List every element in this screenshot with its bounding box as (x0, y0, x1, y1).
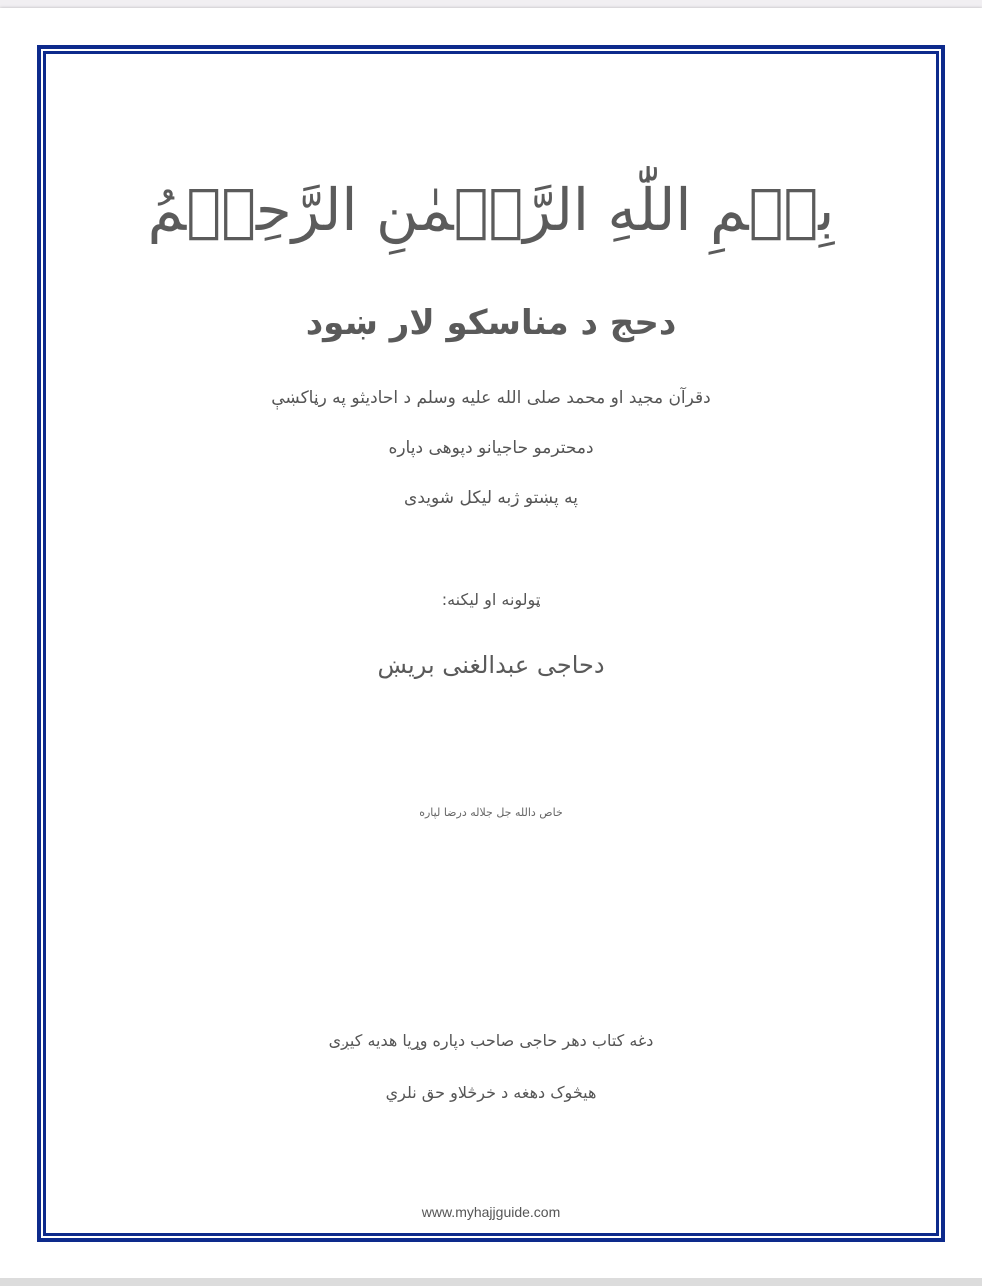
website-link[interactable]: www.myhajjguide.com (421, 1204, 561, 1220)
dedication-text: خاص دالله جل جلاله درضا لپاره (419, 806, 563, 819)
book-title: دحج د مناسکو لار ښود (305, 303, 677, 343)
subtitle-line-2: دمحترمو حاجیانو دپوهی دپاره (388, 438, 594, 458)
gift-notice-line-2: هیڅوک دهغه د خرڅلاو حق نلري (385, 1083, 597, 1102)
subtitle-line-1: دقرآن مجید او محمد صلی الله علیه وسلم د احادیثو په رڼاکښې (271, 388, 711, 408)
author-name: دحاجی عبدالغنی بریښ (377, 651, 605, 679)
page-gap (0, 1278, 982, 1286)
subtitle-line-3: په پښتو ژبه لیکل شویدی (404, 488, 578, 508)
gift-notice-line-1: دغه کتاب دهر حاجی صاحب دپاره وړیا هدیه کیږی (328, 1031, 654, 1050)
author-label: ټولونه او لیکنه: (441, 590, 541, 609)
basmala-heading: بِسۡمِ اللّٰهِ الرَّحۡمٰنِ الرَّحِيۡمُ (147, 176, 835, 244)
